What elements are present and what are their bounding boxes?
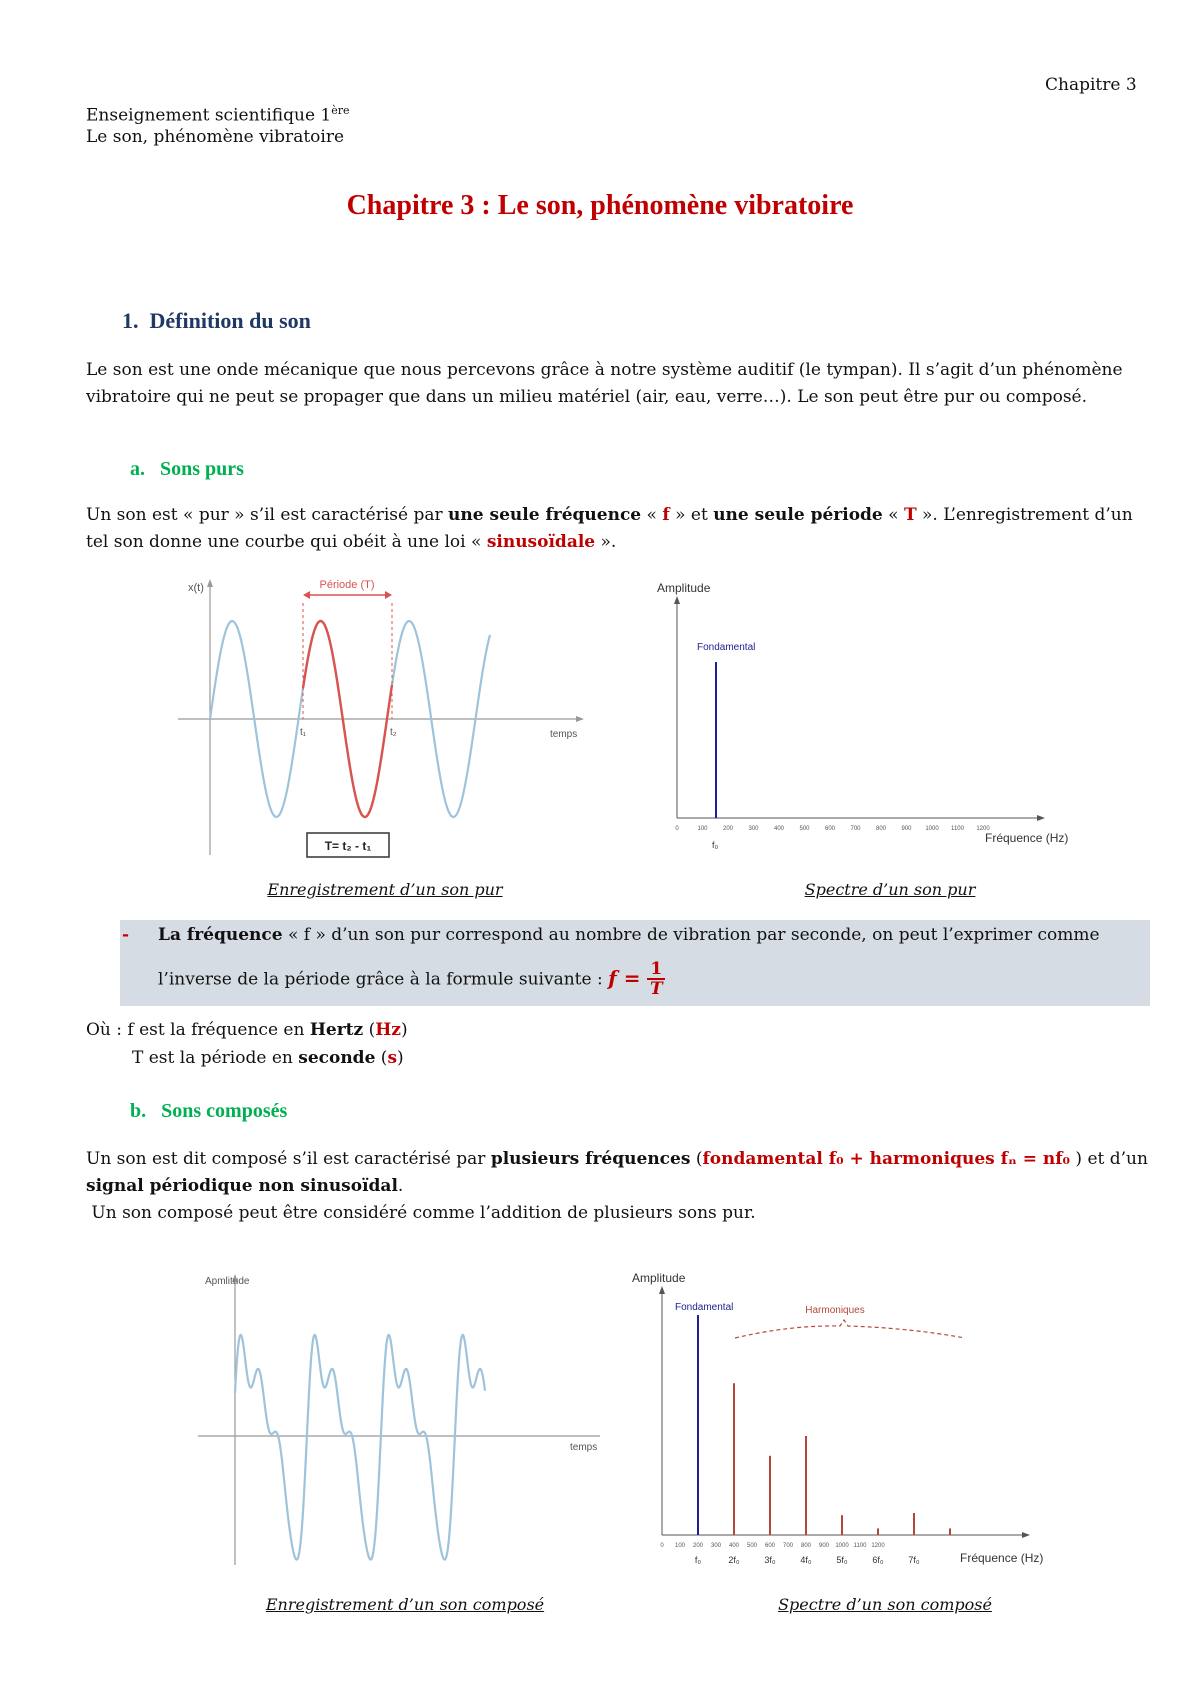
period-formula: T= t₂ - t₁	[324, 839, 372, 853]
fundamental-label: Fondamental	[697, 642, 756, 653]
red-run: sinusoïdale	[486, 532, 596, 552]
frequency-definition-line1	[158, 922, 1148, 949]
x-axis-arrow	[1037, 815, 1045, 821]
x-tick-label: 700	[850, 826, 861, 832]
fundamental-label: Fondamental	[675, 1302, 734, 1313]
y-axis-label: Amplitude	[657, 581, 711, 595]
formula-denominator: T	[650, 979, 663, 999]
x-tick-label: 100	[674, 1543, 686, 1549]
x-tick-label: 300	[710, 1543, 722, 1549]
section-number: 1.	[122, 308, 139, 333]
x-tick-label: 300	[748, 826, 759, 832]
x-tick-label: 100	[697, 826, 708, 832]
composed-sound-paragraph	[86, 1146, 1156, 1227]
text-run: Où :	[86, 1020, 128, 1040]
text-run: « f » d’un son pur correspond au nombre de vibration par seconde, on peut l’exprimer comme	[282, 925, 1100, 945]
x-tick-label: 1100	[951, 826, 964, 832]
pure-spectrum-caption: Spectre d’un son pur	[804, 880, 976, 899]
x-tick-label: 1200	[976, 826, 990, 832]
f0-label: f₀	[712, 840, 719, 850]
x-axis-label: temps	[570, 1442, 598, 1453]
x-tick-label: 1000	[925, 826, 939, 832]
text-run: T est la période en	[132, 1048, 299, 1068]
text-run: (	[690, 1149, 703, 1169]
text-run: (	[363, 1020, 376, 1040]
header-subtitle: Le son, phénomène vibratoire	[86, 127, 345, 147]
subsection-label: b.	[130, 1100, 147, 1122]
red-run: Hz	[375, 1020, 401, 1040]
x-axis-arrow	[576, 716, 584, 722]
period-arrow-right	[385, 591, 392, 599]
y-axis-label: Apmlitude	[205, 1276, 250, 1287]
text-run: ».	[595, 532, 617, 552]
x-tick-label: 900	[901, 826, 912, 832]
subsection-title: Sons composés	[161, 1100, 288, 1122]
x-axis-label: Fréquence (Hz)	[985, 831, 1069, 845]
red-run: fondamental f₀ + harmoniques fₙ = nf₀	[702, 1149, 1070, 1169]
subsection-heading-a	[130, 458, 244, 481]
bold-run: plusieurs fréquences	[490, 1149, 691, 1169]
spectrum-bars	[698, 1315, 950, 1535]
harmonic-labels	[695, 1555, 920, 1565]
subsection-label: a.	[130, 458, 145, 480]
text-run: ) et d’un	[1070, 1149, 1148, 1169]
red-run: f	[662, 505, 670, 525]
text-run: .	[397, 1176, 404, 1196]
x-tick-label: 0	[675, 826, 679, 832]
text-run: Un son est « pur » s’il est caractérisé par	[86, 505, 449, 525]
text-run: (	[375, 1048, 388, 1068]
x-axis-label: Fréquence (Hz)	[960, 1551, 1044, 1565]
x-tick-label: 1100	[853, 1543, 867, 1549]
page-title: Chapitre 3 : Le son, phénomène vibratoire	[346, 190, 854, 221]
x-axis-label: temps	[550, 729, 578, 740]
x-tick-labels	[675, 826, 990, 832]
y-axis-label: x(t)	[188, 582, 204, 594]
course-label: Enseignement scientifique 1	[86, 105, 332, 126]
bold-run: La fréquence	[158, 925, 283, 945]
composed-spectrum-caption: Spectre d’un son composé	[778, 1595, 992, 1614]
text-run: )	[400, 1020, 408, 1040]
composed-signal-caption: Enregistrement d’un son composé	[265, 1595, 545, 1614]
chapter-number: Chapitre 3	[1045, 75, 1137, 95]
composed-spectrum-figure	[630, 1270, 1050, 1575]
harmonic-label: 4f₀	[800, 1555, 812, 1565]
x-tick-label: 700	[782, 1543, 794, 1549]
harmonics-brace	[735, 1320, 965, 1338]
text-run: )	[397, 1048, 404, 1068]
bold-run: une seule période	[713, 505, 883, 525]
x-tick-label: 600	[764, 1543, 776, 1549]
text-run: ». L’enregistrement d’un tel son donne une courbe qui obéit à une loi «	[86, 505, 1133, 552]
harmonic-label: 7f₀	[908, 1555, 920, 1565]
pure-sound-paragraph	[86, 502, 1151, 556]
pure-spectrum-figure	[655, 578, 1075, 863]
section-heading-1	[122, 308, 311, 334]
red-run: s	[387, 1048, 398, 1068]
period-arrow-left	[303, 591, 310, 599]
x-tick-label: 400	[728, 1543, 740, 1549]
section-title: Définition du son	[149, 308, 311, 333]
x-tick-label: 200	[722, 826, 734, 832]
period-label: Période (T)	[319, 579, 375, 591]
bold-run: Hertz	[309, 1020, 364, 1040]
bold-run: une seule fréquence	[448, 505, 642, 525]
x-tick-label: 400	[773, 826, 785, 832]
pure-signal-caption: Enregistrement d’un son pur	[267, 880, 503, 899]
y-axis-label: Amplitude	[632, 1271, 686, 1285]
x-tick-label: 1000	[835, 1543, 849, 1549]
x-tick-label: 500	[746, 1543, 758, 1549]
bold-run: signal périodique non sinusoïdal	[86, 1176, 398, 1196]
x-axis-arrow	[1022, 1532, 1030, 1538]
red-run: T	[903, 505, 917, 525]
text-run: » et	[669, 505, 714, 525]
y-axis-arrow	[207, 579, 213, 587]
t2-label: t₂	[390, 727, 397, 738]
definition-paragraph: Le son est une onde mécanique que nous percevons grâce à notre système auditif (le tympan). Il s’agit d’un phénomène vibratoire qui ne peut se propager que dans un milieu matériel (air, eau, verre…). Le son peut être pur ou composé.	[86, 360, 1123, 407]
harmonic-label: 5f₀	[836, 1555, 848, 1565]
text-run: «	[641, 505, 663, 525]
harmonic-label: f₀	[694, 1555, 702, 1565]
harmonic-label: 2f₀	[728, 1555, 740, 1565]
text-run: f est la fréquence en	[127, 1020, 310, 1040]
x-tick-label: 200	[692, 1543, 704, 1549]
t1-label: t₁	[300, 727, 307, 738]
harmonic-label: 3f₀	[764, 1555, 776, 1565]
x-tick-label: 900	[818, 1543, 830, 1549]
x-tick-label: 1200	[871, 1543, 885, 1549]
x-tick-label: 0	[660, 1543, 664, 1549]
list-dash: -	[122, 925, 130, 945]
x-tick-labels	[660, 1543, 885, 1549]
formula-fraction	[647, 960, 665, 998]
subsection-title: Sons purs	[160, 458, 244, 480]
x-tick-label: 800	[875, 826, 887, 832]
text-run: Un son est dit composé s’il est caractérisé par	[86, 1149, 491, 1169]
pure-signal-figure	[170, 575, 590, 865]
y-axis-arrow	[674, 596, 680, 604]
text-run: Un son composé peut être considéré comme l’addition de plusieurs sons pur.	[91, 1203, 756, 1223]
composed-wave	[235, 1335, 485, 1560]
text-run: l’inverse de la période grâce à la formule suivante :	[158, 969, 609, 990]
y-axis-arrow	[659, 1286, 665, 1294]
frequency-definition-line2	[158, 960, 665, 998]
bold-run: seconde	[298, 1048, 376, 1068]
composed-signal-figure	[190, 1270, 610, 1570]
subsection-heading-b	[130, 1100, 287, 1123]
formula-lhs: f =	[608, 965, 641, 990]
harmonics-label: Harmoniques	[805, 1305, 865, 1316]
x-tick-label: 500	[799, 826, 810, 832]
frequency-unit-line	[86, 1017, 408, 1044]
x-tick-label: 600	[824, 826, 836, 832]
x-tick-label: 800	[800, 1543, 812, 1549]
harmonic-label: 6f₀	[872, 1555, 884, 1565]
frequency-formula	[608, 959, 665, 999]
formula-numerator: 1	[647, 960, 665, 980]
text-run: «	[882, 505, 904, 525]
period-unit-line	[132, 1045, 404, 1072]
course-sup: ère	[331, 104, 350, 117]
